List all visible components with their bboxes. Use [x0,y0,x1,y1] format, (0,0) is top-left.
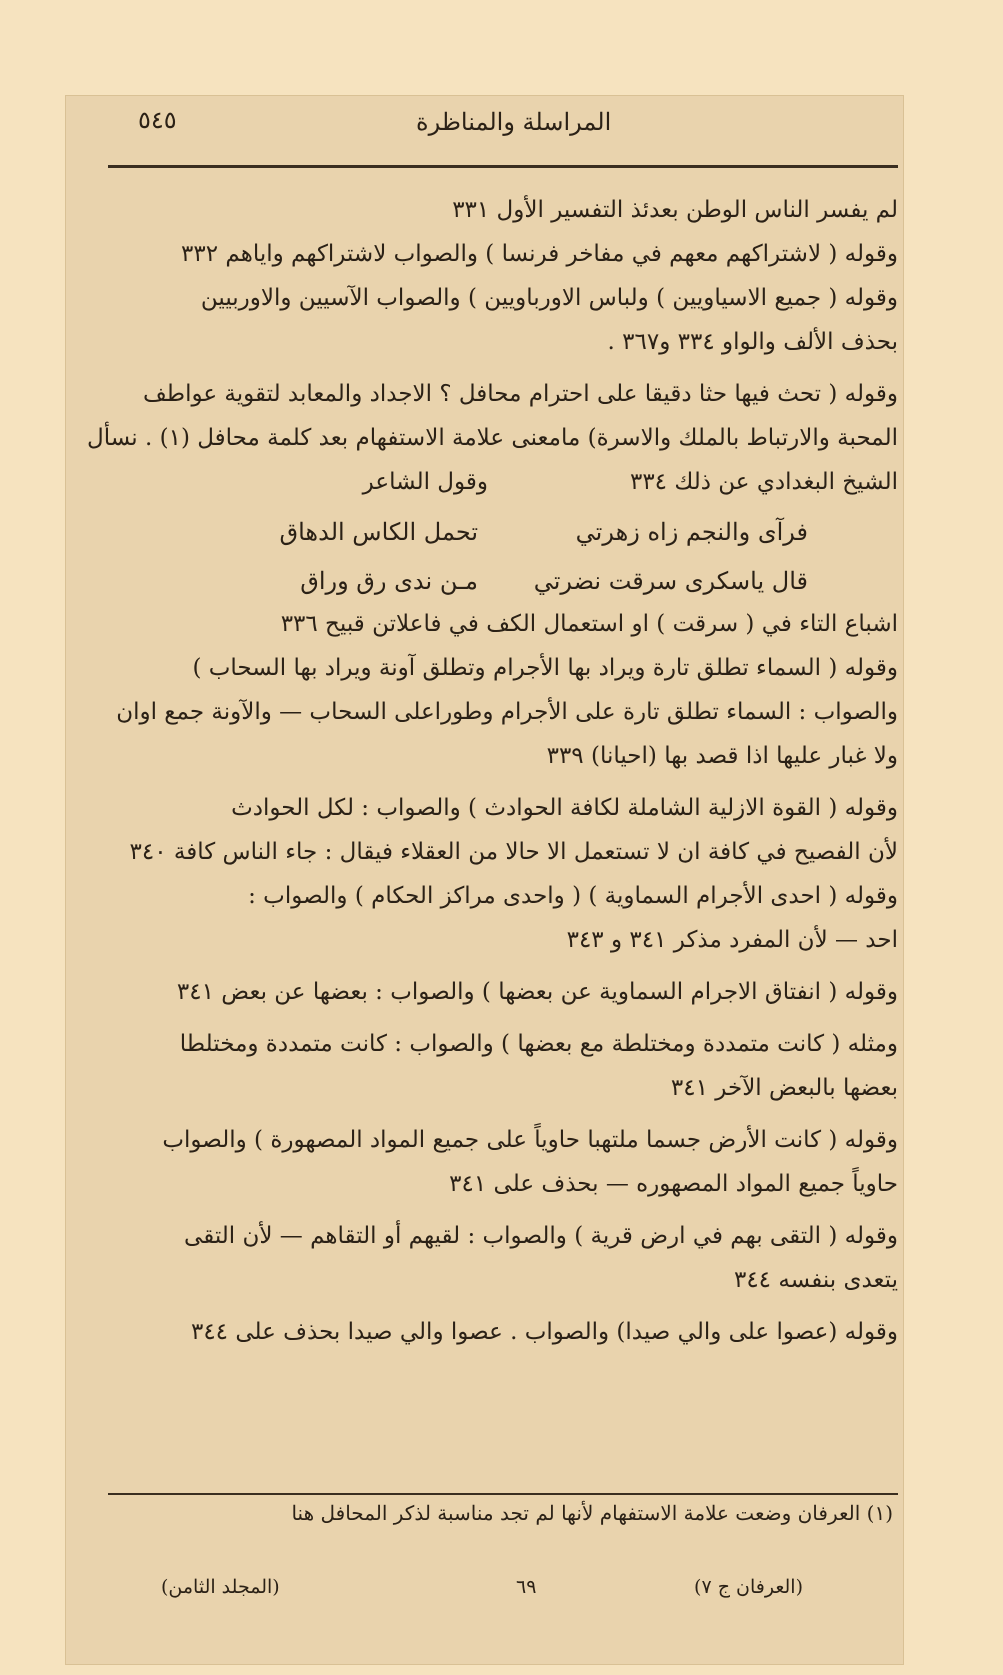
text-line: لأن الفصيح في كافة ان لا تستعمل الا حالا من العقلاء فيقال : جاء الناس كافة ٣٤٠ [129,839,898,865]
text-line: والصواب : السماء تطلق تارة على الأجرام وطوراعلى السحاب — والآونة جمع اوان [116,699,898,725]
text-segment: وقول الشاعر [362,469,488,495]
page-number: ٥٤٥ [138,106,177,134]
verse-line [118,553,898,602]
text-line: وقوله ( القوة الازلية الشاملة لكافة الحوادث ) والصواب : لكل الحوادث [231,795,898,821]
footnote-rule [108,1493,898,1495]
page-header [66,96,903,166]
book-page [66,96,903,1664]
text-line: يتعدى بنفسه ٣٤٤ [733,1267,898,1293]
running-title: المراسلة والمناظرة [416,108,612,136]
text-line: بعضها بالبعض الآخر ٣٤١ [670,1075,898,1101]
verse-line [118,504,898,553]
footnote: (١) العرفان وضعت علامة الاستفهام لأنها لم تجد مناسبة لذكر المحافل هنا [291,1501,893,1525]
text-line: لم يفسر الناس الوطن بعدئذ التفسير الأول ٣٣١ [452,197,898,223]
text-line: وقوله ( تحث فيها حثا دقيقا على احترام محافل ؟ الاجداد والمعابد لتقوية عواطف [143,381,898,407]
header-rule [108,165,898,168]
text-line: بحذف الألف والواو ٣٣٤ و٣٦٧ . [607,329,898,355]
text-line: وقوله ( انفتاق الاجرام السماوية عن بعضها ) والصواب : بعضها عن بعض ٣٤١ [176,979,898,1005]
text-line: وقوله ( السماء تطلق تارة ويراد بها الأجرام وتطلق آونة ويراد بها السحاب ) [192,655,898,681]
volume-label: (المجلد الثامن) [161,1576,280,1598]
text-line: وقوله (عصوا على والي صيدا) والصواب . عصوا والي صيدا بحذف على ٣٤٤ [190,1319,898,1345]
text-line: وقوله ( جميع الاسياويين ) ولباس الاورباويين ) والصواب الآسيين والاوربيين [200,285,898,311]
verse-hemistich: قال ياسكرى سرقت نضرتي [533,567,808,595]
text-line: المحبة والارتباط بالملك والاسرة) مامعنى علامة الاستفهام بعد كلمة محافل (١) . نسأل [87,425,898,451]
text-line [118,460,898,504]
text-line: ولا غبار عليها اذا قصد بها (احيانا) ٣٣٩ [546,743,898,769]
text-line: وقوله ( التقى بهم في ارض قرية ) والصواب : لقيهم أو التقاهم — لأن التقى [184,1223,898,1249]
text-line: ومثله ( كانت متمددة ومختلطة مع بعضها ) والصواب : كانت متمددة ومختلطا [179,1031,898,1057]
text-line: اشباع التاء في ( سرقت ) او استعمال الكف في فاعلاتن قبيح ٣٣٦ [280,611,898,637]
text-segment: الشيخ البغدادي عن ذلك ٣٣٤ [629,469,898,495]
verse-hemistich: مـن ندى رق وراق [300,567,478,595]
article-body [87,188,898,1354]
issue-label: (العرفان ج ٧) [694,1576,803,1598]
text-line: وقوله ( كانت الأرض جسما ملتهبا حاوياً على جميع المواد المصهورة ) والصواب [162,1127,898,1153]
text-line: وقوله ( لاشتراكهم معهم في مفاخر فرنسا ) والصواب لاشتراكهم واياهم ٣٣٢ [181,241,898,267]
text-line: احد — لأن المفرد مذكر ٣٤١ و ٣٤٣ [566,927,898,953]
text-line: حاوياً جميع المواد المصهوره — بحذف على ٣٤١ [449,1171,898,1197]
verse-hemistich: فرآى والنجم زاه زهرتي [575,518,808,546]
text-line: وقوله ( احدى الأجرام السماوية ) ( واحدى مراكز الحكام ) والصواب : [248,883,898,909]
issue-page-number: ٦٩ [516,1576,537,1598]
verse-hemistich: تحمل الكاس الدهاق [279,518,478,546]
page-footer [66,1576,903,1616]
